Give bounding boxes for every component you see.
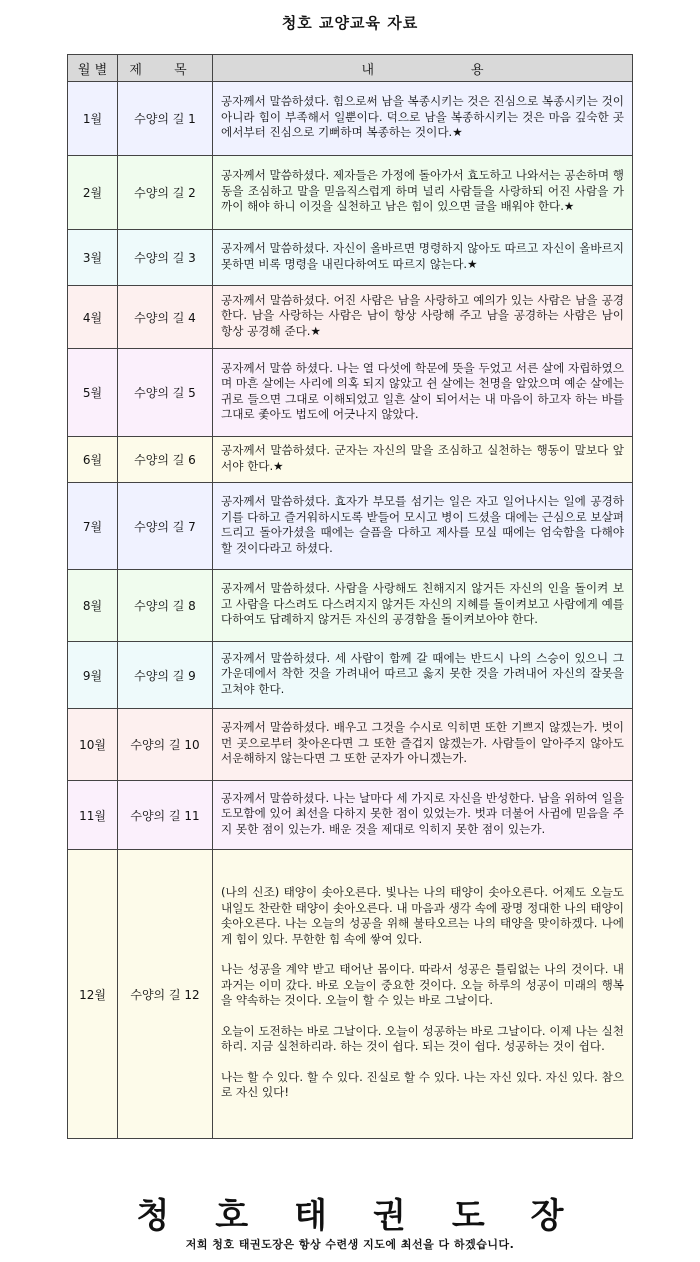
header-content (213, 55, 633, 82)
row-title: 수양의 길 2 (118, 156, 213, 230)
header-title (118, 55, 213, 82)
creed-paragraph: (나의 신조) 태양이 솟아오른다. 빛나는 나의 태양이 솟아오른다. 어제도 오늘도 내일도 찬란한 태양이 솟아오른다. 내 마음과 생각 속에 광명 정대한 나의 태양이 솟아오른다. 나는 오늘의 성공을 위해 불타오르는 나의 태양을 맞이하겠다. 나에게 힘이 있다. 무한한 힘 속에 쌓여 있다. (221, 885, 624, 946)
creed-paragraph: 나는 할 수 있다. 할 수 있다. 진실로 할 수 있다. 나는 자신 있다. 자신 있다. 참으로 자신 있다! (221, 1069, 624, 1100)
row-month: 2월 (68, 156, 118, 230)
row-title: 수양의 길 6 (118, 437, 213, 483)
page-title: 청호 교양교육 자료 (281, 14, 419, 32)
footer-school-name: 청호태권도장 (136, 1196, 610, 1236)
row-title: 수양의 길 5 (118, 349, 213, 437)
table-row (68, 850, 633, 1139)
table-header-row (68, 55, 633, 82)
row-month: 3월 (68, 230, 118, 286)
header-month: 월 별 (68, 55, 118, 82)
row-content: 공자께서 말씀하셨다. 배우고 그것을 수시로 익히면 또한 기쁘지 않겠는가. 벗이 먼 곳으로부터 찾아온다면 그 또한 즐겁지 않겠는가. 사람들이 알아주지 않아도 서운해하지 않는다면 그 또한 군자가 아니겠는가. (213, 709, 633, 781)
creed-paragraph: 오늘이 도전하는 바로 그날이다. 오늘이 성공하는 바로 그날이다. 이제 나는 실천하리. 지금 실천하리라. 하는 것이 쉽다. 되는 것이 쉽다. 성공하는 것이 쉽다. (221, 1023, 624, 1054)
row-month: 5월 (68, 349, 118, 437)
row-title: 수양의 길 9 (118, 642, 213, 709)
row-month: 7월 (68, 483, 118, 570)
row-month: 12월 (68, 850, 118, 1139)
table-row (68, 286, 633, 349)
row-content: 공자께서 말씀하셨다. 나는 날마다 세 가지로 자신을 반성한다. 남을 위하여 일을 도모함에 있어 최선을 다하지 못한 점이 있었는가. 벗과 더불어 사귐에 믿음을 주지 못한 점이 있는가. 배운 것을 제대로 익히지 못한 점이 있는가. (213, 781, 633, 850)
row-month: 1월 (68, 82, 118, 156)
row-content: 공자께서 말씀하셨다. 군자는 자신의 말을 조심하고 실천하는 행동이 말보다 앞서야 한다.★ (213, 437, 633, 483)
row-title: 수양의 길 7 (118, 483, 213, 570)
header-content-left: 내 (361, 62, 375, 78)
row-content: 공자께서 말씀하셨다. 사람을 사랑해도 친해지지 않거든 자신의 인을 돌이켜 보고 사람을 다스려도 다스려지지 않거든 자신의 지혜를 돌이켜보고 사람에게 예를 다하여도 답례하지 않거든 자신의 공경함을 돌이켜보아야 한다. (213, 570, 633, 642)
row-content: 공자께서 말씀하셨다. 힘으로써 남을 복종시키는 것은 진심으로 복종시키는 것이 아니라 힘이 부족해서 일뿐이다. 덕으로 남을 복종하시키는 것은 마음 깊숙한 곳에서부터 진심으로 기뻐하며 복종하는 것이다.★ (213, 82, 633, 156)
row-month: 8월 (68, 570, 118, 642)
row-month: 9월 (68, 642, 118, 709)
row-month: 11월 (68, 781, 118, 850)
row-title: 수양의 길 3 (118, 230, 213, 286)
row-content: 공자께서 말씀하셨다. 세 사람이 함께 갈 때에는 반드시 나의 스승이 있으니 그 가운데에서 착한 것을 가려내어 따르고 옳지 못한 것을 가려내어 자신의 잘못을 고쳐야 한다. (213, 642, 633, 709)
curriculum-table (67, 54, 633, 1139)
row-content: 공자께서 말씀하셨다. 제자들은 가정에 돌아가서 효도하고 나와서는 공손하며 행동을 조심하고 말을 믿음직스럽게 하며 널리 사람들을 사랑하되 어진 사람을 가까이 해야 하니 이것을 실천하고 남은 힘이 있으면 글을 배워야 한다.★ (213, 156, 633, 230)
row-content: 공자께서 말씀하셨다. 효자가 부모를 섬기는 일은 자고 일어나시는 일에 공경하기를 다하고 즐거워하시도록 받들어 모시고 병이 드셨을 대에는 근심으로 보살펴 드리고 돌아가셨을 때에는 슬픔을 다하고 제사를 모실 때에는 엄숙함을 다해야 할 것이다라고 하셨다. (213, 483, 633, 570)
table-row (68, 230, 633, 286)
table-row (68, 483, 633, 570)
row-content (213, 850, 633, 1139)
table-row (68, 642, 633, 709)
row-month: 10월 (68, 709, 118, 781)
table-row (68, 349, 633, 437)
row-content: 공자께서 말씀 하셨다. 나는 열 다섯에 학문에 뜻을 두었고 서른 살에 자립하였으며 마흔 살에는 사리에 의혹 되지 않았고 쉰 살에는 천명을 알았으며 예순 살에는 귀로 들으면 그대로 이해되었고 일흔 살이 되어서는 내 마음이 하고자 하는 바를 그대로 좇아도 법도에 어긋나지 않았다. (213, 349, 633, 437)
row-title: 수양의 길 4 (118, 286, 213, 349)
row-title: 수양의 길 1 (118, 82, 213, 156)
footer-note: 저희 청호 태권도장은 항상 수련생 지도에 최선을 다 하겠습니다. (185, 1238, 515, 1251)
table-row (68, 156, 633, 230)
row-title: 수양의 길 11 (118, 781, 213, 850)
header-title-text: 제 목 (129, 62, 201, 78)
table-row (68, 437, 633, 483)
row-title: 수양의 길 8 (118, 570, 213, 642)
row-content: 공자께서 말씀하셨다. 자신이 올바르면 명령하지 않아도 따르고 자신이 올바르지 못하면 비록 명령을 내린다하여도 따르지 않는다.★ (213, 230, 633, 286)
row-title: 수양의 길 10 (118, 709, 213, 781)
row-content: 공자께서 말씀하셨다. 어진 사람은 남을 사랑하고 예의가 있는 사람은 남을 공경한다. 남을 사랑하는 사람은 남이 항상 사랑해 주고 남을 공경하는 사람은 남이 항상 공경해 준다.★ (213, 286, 633, 349)
table-row (68, 570, 633, 642)
header-content-right: 용 (470, 62, 484, 78)
table-row (68, 82, 633, 156)
row-month: 4월 (68, 286, 118, 349)
table-row (68, 709, 633, 781)
row-month: 6월 (68, 437, 118, 483)
creed-paragraph: 나는 성공을 계약 받고 태어난 몸이다. 따라서 성공은 틀림없는 나의 것이다. 내 과거는 이미 갔다. 바로 오늘이 중요한 것이다. 오늘 하루의 성공이 미래의 행복을 약속하는 것이다. 오늘이 할 수 있는 바로 그날이다. (221, 962, 624, 1008)
row-title: 수양의 길 12 (118, 850, 213, 1139)
table-row (68, 781, 633, 850)
